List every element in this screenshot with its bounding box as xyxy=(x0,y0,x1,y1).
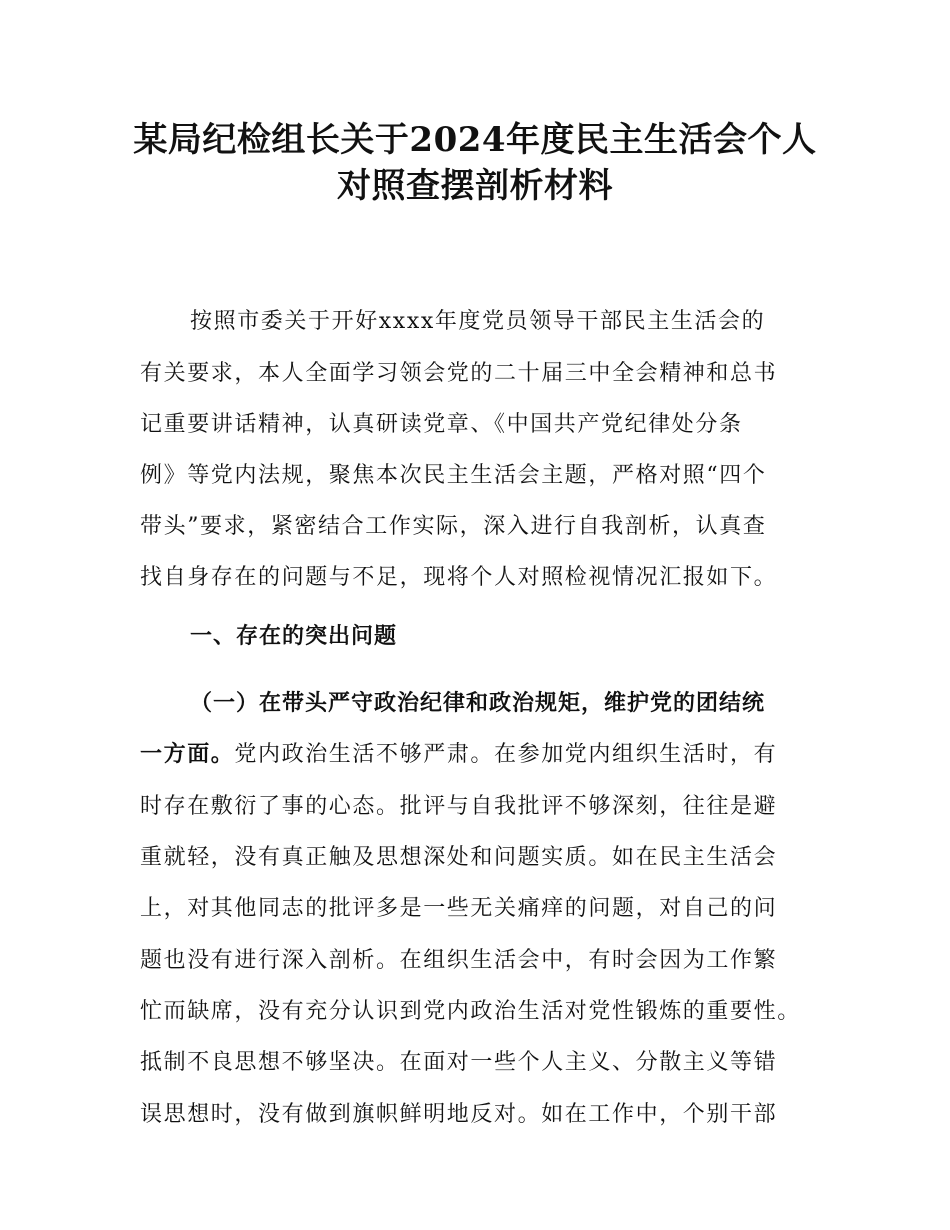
intro-line: 例》等党内法规，聚焦本次民主生活会主题，严格对照“四个 xyxy=(140,463,767,488)
body-line: 忙而缺席，没有充分认识到党内政治生活对党性锻炼的重要性。 xyxy=(140,999,801,1024)
sub-heading-line-1: （一）在带头严守政治纪律和政治规矩，维护党的团结统 xyxy=(190,691,766,716)
body-line: 误思想时，没有做到旗帜鲜明地反对。如在工作中，个别干部 xyxy=(140,1102,778,1127)
body-line: 重就轻，没有真正触及思想深处和问题实质。如在民主生活会 xyxy=(140,845,778,870)
sub-heading-bold-text: 一方面。 xyxy=(140,742,235,767)
intro-line: 找自身存在的问题与不足，现将个人对照检视情况汇报如下。 xyxy=(140,565,778,590)
section-heading: 一、存在的突出问题 xyxy=(190,624,398,649)
body-line: 时存在敷衍了事的心态。批评与自我批评不够深刻，往往是避 xyxy=(140,794,778,819)
body-line: 题也没有进行深入剖析。在组织生活会中，有时会因为工作繁 xyxy=(140,948,778,973)
body-line: 上，对其他同志的批评多是一些无关痛痒的问题，对自己的问 xyxy=(140,896,778,921)
document-title-line-2: 对照查摆剖析材料 xyxy=(337,166,613,206)
document-title-line-1: 某局纪检组长关于2024年度民主生活会个人 xyxy=(133,120,817,160)
intro-line: 按照市委关于开好xxxx年度党员领导干部民主生活会的 xyxy=(190,309,766,334)
intro-line: 记重要讲话精神，认真研读党章、《中国共产党纪律处分条 xyxy=(140,412,743,437)
intro-line: 带头”要求，紧密结合工作实际，深入进行自我剖析，认真查 xyxy=(140,514,767,539)
body-line: 抵制不良思想不够坚决。在面对一些个人主义、分散主义等错 xyxy=(140,1050,778,1075)
sub-heading-line-2 xyxy=(140,740,777,770)
intro-line: 有关要求，本人全面学习领会党的二十届三中全会精神和总书 xyxy=(140,361,778,386)
sub-heading-rest-text: 党内政治生活不够严肃。在参加党内组织生活时，有 xyxy=(234,742,778,767)
